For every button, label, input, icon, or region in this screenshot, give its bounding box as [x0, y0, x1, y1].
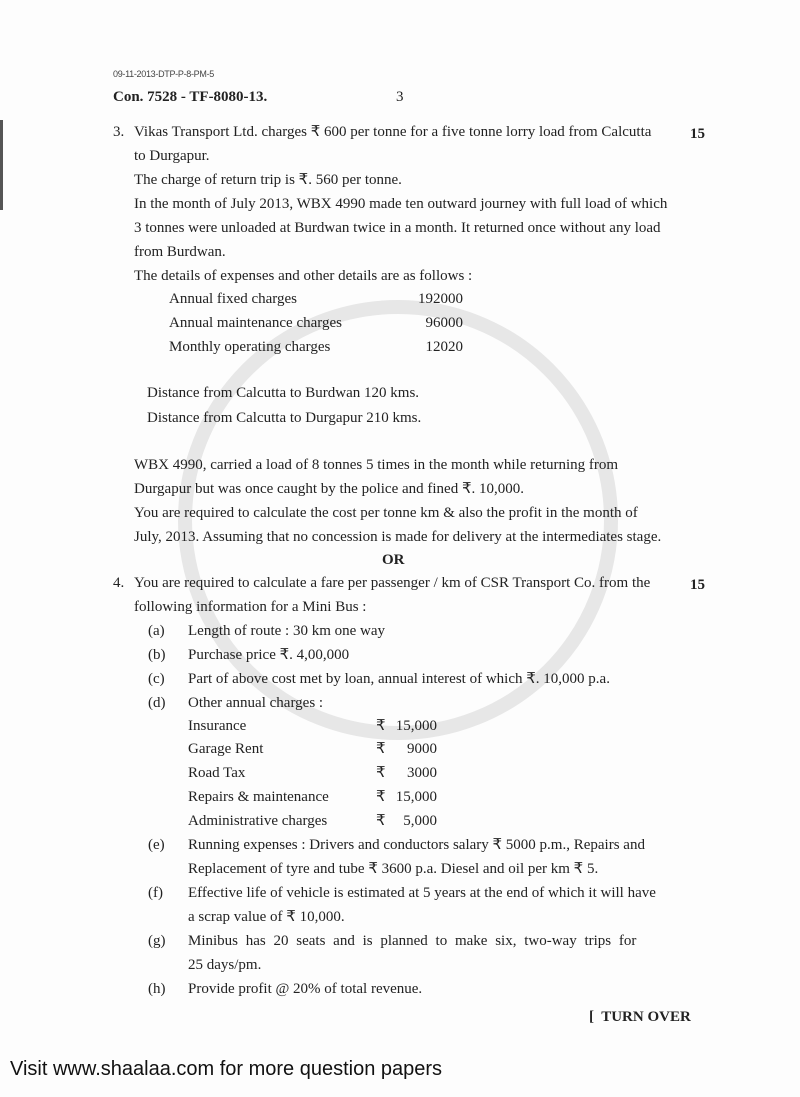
expense-value: 192000 [418, 291, 463, 307]
item-letter: (e) [148, 837, 165, 853]
or-separator: OR [382, 552, 405, 568]
q3-para: Durgapur but was once caught by the police and fined ₹. 10,000. [134, 481, 524, 497]
rupee-symbol: ₹ [376, 765, 386, 781]
item-letter: (c) [148, 671, 165, 687]
q4-marks: 15 [690, 577, 705, 593]
charge-label: Administrative charges [188, 813, 328, 829]
charge-value: 5,000 [403, 813, 437, 829]
item-text: Minibus has 20 seats and is planned to make six, two-way trips for [188, 933, 637, 949]
turn-over: [ TURN OVER [589, 1009, 691, 1025]
q4-number: 4. [113, 575, 125, 591]
q3-para: July, 2013. Assuming that no concession is made for delivery at the intermediates stage. [134, 529, 662, 545]
charge-label: Insurance [188, 718, 247, 734]
item-text: Running expenses : Drivers and conductors salary ₹ 5000 p.m., Repairs and [188, 837, 645, 853]
q3-line: to Durgapur. [134, 148, 210, 164]
distance-line: Distance from Calcutta to Burdwan 120 kms. [147, 385, 420, 401]
item-text: Part of above cost met by loan, annual interest of which ₹. 10,000 p.a. [188, 671, 610, 687]
q3-line: In the month of July 2013, WBX 4990 made ten outward journey with full load of which [134, 196, 668, 212]
item-letter: (g) [148, 933, 166, 949]
q4-line: following information for a Mini Bus : [134, 599, 367, 615]
q3-para: WBX 4990, carried a load of 8 tonnes 5 times in the month while returning from [134, 457, 619, 473]
expense-value: 12020 [425, 339, 463, 355]
q3-line: 3 tonnes were unloaded at Burdwan twice in a month. It returned once without any load [134, 220, 661, 236]
q3-line: The charge of return trip is ₹. 560 per tonne. [134, 172, 402, 188]
item-text: 25 days/pm. [188, 957, 262, 973]
charge-label: Repairs & maintenance [188, 789, 329, 805]
page-number: 3 [396, 89, 404, 105]
expense-value: 96000 [425, 315, 463, 331]
q4-line: You are required to calculate a fare per passenger / km of CSR Transport Co. from the [134, 575, 651, 591]
charge-label: Road Tax [188, 765, 246, 781]
paper-code: Con. 7528 - TF-8080-13. [113, 89, 268, 105]
rupee-symbol: ₹ [376, 718, 386, 734]
q3-line: Vikas Transport Ltd. charges ₹ 600 per tonne for a five tonne lorry load from Calcutta [134, 124, 652, 140]
charge-label: Garage Rent [188, 741, 264, 757]
item-text: Effective life of vehicle is estimated at 5 years at the end of which it will have [188, 885, 656, 901]
expense-label: Annual fixed charges [169, 291, 298, 307]
item-letter: (d) [148, 695, 166, 711]
expense-label: Annual maintenance charges [169, 315, 342, 331]
item-text: Provide profit @ 20% of total revenue. [188, 981, 423, 997]
scan-edge [0, 120, 3, 210]
item-letter: (f) [148, 885, 163, 901]
expense-label: Monthly operating charges [169, 339, 331, 355]
q3-marks: 15 [690, 126, 705, 142]
item-text: Length of route : 30 km one way [188, 623, 386, 639]
print-code: 09-11-2013-DTP-P-8-PM-5 [113, 69, 214, 79]
item-text: Purchase price ₹. 4,00,000 [188, 647, 350, 663]
item-text: Replacement of tyre and tube ₹ 3600 p.a. Diesel and oil per km ₹ 5. [188, 861, 599, 877]
distance-line: Distance from Calcutta to Durgapur 210 kms. [147, 410, 422, 426]
rupee-symbol: ₹ [376, 741, 386, 757]
item-letter: (b) [148, 647, 166, 663]
q3-para: You are required to calculate the cost per tonne km & also the profit in the month of [134, 505, 638, 521]
charge-value: 3000 [407, 765, 437, 781]
q3-line: from Burdwan. [134, 244, 226, 260]
item-text: Other annual charges : [188, 695, 324, 711]
footer-link[interactable]: Visit www.shaalaa.com for more question papers [10, 1058, 443, 1080]
item-letter: (a) [148, 623, 165, 639]
charge-value: 15,000 [395, 789, 437, 805]
rupee-symbol: ₹ [376, 789, 386, 805]
q3-line: The details of expenses and other details are as follows : [134, 268, 473, 284]
item-letter: (h) [148, 981, 166, 997]
item-text: a scrap value of ₹ 10,000. [188, 909, 345, 925]
charge-value: 9000 [407, 741, 437, 757]
q3-number: 3. [113, 124, 125, 140]
rupee-symbol: ₹ [376, 813, 386, 829]
charge-value: 15,000 [395, 718, 437, 734]
